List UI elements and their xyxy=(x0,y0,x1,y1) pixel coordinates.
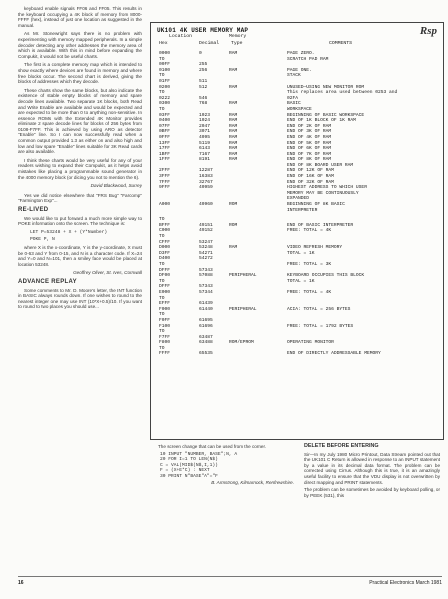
cell-hex: 13FF xyxy=(159,140,171,146)
cell-hex: TO xyxy=(159,329,165,335)
cell-decimal: 546 xyxy=(199,95,208,101)
cell-hex: 07FF xyxy=(159,123,171,129)
cell-hex: TO xyxy=(159,234,165,239)
cell-hex: A000 xyxy=(159,202,171,208)
cell-decimal: 255 xyxy=(199,62,208,68)
cell-comment: END OF 4K OF RAM xyxy=(287,134,332,140)
cell-decimal: 61440 xyxy=(199,306,213,312)
cell-type: RAM xyxy=(229,151,238,157)
footer-rule xyxy=(18,576,442,577)
cell-hex: F100 xyxy=(159,323,171,329)
cell-hex: DFFF xyxy=(159,267,171,273)
cell-hex: 2FFF xyxy=(159,168,171,174)
cell-decimal: 1023 xyxy=(199,112,211,118)
cell-decimal: 4095 xyxy=(199,134,211,140)
cell-type: RAM xyxy=(229,67,238,73)
cell-decimal: 57343 xyxy=(199,284,213,290)
cell-hex: F800 xyxy=(159,340,171,346)
cell-type: RAM xyxy=(229,245,238,251)
cell-comment: END OF 2K OF RAM xyxy=(287,123,332,129)
cell-comment: KEYBOARD OCCUPIES THIS BLOCK xyxy=(287,273,365,279)
cell-hex: FFFF xyxy=(159,351,171,357)
cell-type: ROM xyxy=(229,202,238,208)
cell-type: PERIPHERAL xyxy=(229,306,257,312)
header-hex: Hex xyxy=(159,41,168,46)
cell-decimal: 0 xyxy=(199,51,202,56)
memory-map-table xyxy=(150,22,444,440)
code-line: 30 PRINT N"BASE"A"="F xyxy=(160,473,218,479)
cell-comment: INTERPRETER xyxy=(287,207,318,213)
cell-comment: END OF 32K OF RAM xyxy=(287,179,334,185)
cell-comment: STACK xyxy=(287,73,301,79)
cell-decimal: 511 xyxy=(199,78,208,84)
cell-decimal: 32767 xyxy=(199,179,213,185)
letter-paragraph: Yes we did notice elsewhere that "FRS Bug" "Farcomp" "Farmington Exp"... xyxy=(18,192,142,204)
cell-comment: 02FA xyxy=(287,95,299,101)
cell-type: RAM xyxy=(229,112,238,118)
cell-decimal: 512 xyxy=(199,84,208,90)
cell-comment: TOTAL = 1K xyxy=(287,250,315,256)
lower-right-letter xyxy=(304,444,440,500)
cell-comment: EXPANDED xyxy=(287,196,310,202)
cell-hex: TO xyxy=(159,56,165,62)
cell-hex: TO xyxy=(159,90,165,96)
code-line: LET P=53248 + X + (Y*Number) xyxy=(30,229,108,235)
magazine-credit: Practical Electronics March 1981 xyxy=(369,580,442,586)
cell-type: RAM xyxy=(229,157,238,163)
cell-decimal: 8191 xyxy=(199,157,211,163)
page-number: 16 xyxy=(18,580,24,586)
cell-type: RAM xyxy=(229,51,238,56)
cell-hex: 0300 xyxy=(159,101,171,107)
cell-hex: TO xyxy=(159,295,165,301)
cell-comment: PAGE ZERO. xyxy=(287,51,315,56)
cell-decimal: 16383 xyxy=(199,174,213,180)
cell-type: RAM xyxy=(229,123,238,129)
cell-hex: EFFF xyxy=(159,301,171,307)
cell-hex: 03FF xyxy=(159,112,171,118)
cell-hex: TO xyxy=(159,312,165,318)
cell-comment: END OF DIRECTLY ADDRESSABLE MEMORY xyxy=(287,351,381,357)
table-title: UK101 4K USER MEMORY MAP xyxy=(157,27,249,34)
cell-comment: SCRATCH PAD RAM xyxy=(287,56,329,62)
header-decimal: Decimal xyxy=(199,41,220,46)
cell-type: RAM xyxy=(229,129,238,135)
cell-type: PERIPHERAL xyxy=(229,273,257,279)
letter-paragraph: where X is the x-coordinate, Y is the y-coordinate, X must be 0-63 and Y from 0-15, and N is a character code. If X=24 and Y=0 and N=101, then a smiley face would be placed at location 53248. xyxy=(18,244,142,267)
cell-decimal: 1024 xyxy=(199,118,211,124)
letter-paragraph: keyboard enable signals FF06 and FF05. This results in the keyboard occupying a 4K block of memory from 8000-FFFF (hex), instead of just one location as suggested in the manual. xyxy=(18,6,142,28)
cell-hex: 0222 xyxy=(159,95,171,101)
cell-comment: UNUSED—USING NEW MONITOR ROM xyxy=(287,84,365,90)
cell-decimal: 53247 xyxy=(199,239,213,245)
cell-decimal: 54272 xyxy=(199,256,213,262)
cell-decimal: 6143 xyxy=(199,146,211,152)
cell-decimal: 12287 xyxy=(199,168,213,174)
cell-decimal: 57344 xyxy=(199,289,213,295)
cell-hex: 0200 xyxy=(159,84,171,90)
letter-signature: Geoffrey Oliver, St. Ives, Cornwall xyxy=(73,270,142,276)
cell-decimal: 57343 xyxy=(199,267,213,273)
cell-comment: ACIA: TOTAL = 256 BYTES xyxy=(287,306,351,312)
cell-hex: 1FFF xyxy=(159,157,171,163)
cell-comment: END OF 12K OF RAM xyxy=(287,168,334,174)
cell-hex: 00FF xyxy=(159,62,171,68)
page-footer xyxy=(18,580,442,590)
cell-comment: END OF 5K OF RAM xyxy=(287,140,332,146)
cell-decimal: 65535 xyxy=(199,351,213,357)
cell-hex: 3FFF xyxy=(159,174,171,180)
letter-paragraph: Sir—In my July 1980 Micro Printout, Data Stream pointed out that the UK101 C Return is allowed in response to an INPUT statement by a value in its decimal data format. The problem can be corrected using Cirrus. Although this is true, it is an amazingly useful facility to ensure that the VDU display is not overwritten by direct mapping and PRINT statements. xyxy=(304,451,440,485)
cell-comment: FREE: TOTAL = 4K xyxy=(287,228,332,234)
cell-hex: 9FFF xyxy=(159,185,171,191)
cell-decimal: 40959 xyxy=(199,185,213,191)
cell-decimal: 40960 xyxy=(199,202,213,208)
cell-hex: 1BFF xyxy=(159,151,171,157)
cell-hex: 17FF xyxy=(159,146,171,152)
cell-decimal: 63488 xyxy=(199,340,213,346)
cell-comment: MEMORY MAY BE CONTINUOUSLY xyxy=(287,190,359,196)
header-memory: Memory xyxy=(229,34,247,39)
cell-comment: END OF 7K OF RAM xyxy=(287,151,332,157)
letter-paragraph: The first is a complete memory map which is intended to show exactly where devices are found in memory and where free blocks occur. The second chart is derived, giving the blocks of addresses which they decode. xyxy=(18,62,142,85)
code-line: POKE P, N xyxy=(30,237,55,243)
cell-hex: F000 xyxy=(159,306,171,312)
cell-hex: TO xyxy=(159,217,165,223)
cell-hex: F0FF xyxy=(159,317,171,323)
code-line: 20 FOR I=1 TO LEN(N$) xyxy=(160,457,218,463)
cell-hex: 0000 xyxy=(159,51,171,56)
cell-decimal: 61696 xyxy=(199,323,213,329)
header-location: Location xyxy=(169,34,193,39)
section-heading-relived: RE-LIVED xyxy=(18,207,49,213)
lower-letters xyxy=(158,444,442,574)
cell-comment: FREE: TOTAL = 4K xyxy=(287,289,332,295)
letter-paragraph: The screen change that can be used from the corner. xyxy=(158,444,267,449)
cell-hex: TO xyxy=(159,345,165,351)
letter-paragraph: These charts show the same blocks, but also indicate the existence of stable empty blocks of memory and spare decode lines available. Two separate 1K blocks, both Read and Write Enable are available and would be expected and are expected to be more than 0 to anything non-sensitive. In essence ROMs with the Extended 4K Monitor provides eliminate 2 spare decode lines for blocks of 256 bytes from 0108-F7FF. This is achieved by using ARO as detector "Enable" line. So I can now successfully read when a common output provided 1.3 as either on and also high and low and low spare "Enable" lines suitable for 3K Read cards are also available. xyxy=(18,87,142,155)
cell-hex: DFFF xyxy=(159,284,171,290)
cell-comment: OPERATING MONITOR xyxy=(287,340,334,346)
table-body xyxy=(155,51,439,357)
cell-decimal: 7167 xyxy=(199,151,211,157)
cell-comment: BASIC xyxy=(287,101,301,107)
cell-hex: 0400 xyxy=(159,118,171,124)
cell-type: RAM xyxy=(229,84,238,90)
cell-hex: 0BFF xyxy=(159,129,171,135)
cell-decimal: 61439 xyxy=(199,301,213,307)
header-comments: COMMENTS xyxy=(329,41,353,46)
cell-hex: DF00 xyxy=(159,273,171,279)
cell-decimal: 2047 xyxy=(199,123,211,129)
cell-hex: TO xyxy=(159,261,165,267)
cell-hex: D000 xyxy=(159,245,171,251)
letter-paragraph: The problem can be sometimes be avoided by keyboard polling, or by PEEK (531), this xyxy=(304,487,440,498)
cell-type: RAM xyxy=(229,146,238,152)
cell-hex: 0100 xyxy=(159,67,171,73)
section-heading-advance: ADVANCE REPLAY xyxy=(18,278,77,285)
cell-hex: TO xyxy=(159,73,165,79)
table-row xyxy=(155,351,439,357)
letter-paragraph: As Mr. Stonewright says there is no problem with experimenting with memory mapped peripherals. In a simple decoder detecting any other addresses the memory area of which is available. With this in mind before expanding the Compukit, it would not be useful charts. xyxy=(18,31,142,59)
cell-comment: HIGHEST ADDRESS TO WHICH USER xyxy=(287,185,367,191)
cell-hex: 7FFF xyxy=(159,179,171,185)
cell-hex: C000 xyxy=(159,228,171,234)
brand-logo: Rsp xyxy=(419,25,437,37)
section-heading-delete: DELETE BEFORE ENTERING xyxy=(304,443,379,449)
cell-comment: WORKSPACE xyxy=(287,106,312,112)
code-line: 10 INPUT "NUMBER, BASE";N, A xyxy=(160,451,238,457)
cell-decimal: 49151 xyxy=(199,222,213,228)
cell-comment: END OF 3K OF RAM xyxy=(287,129,332,135)
cell-decimal: 61695 xyxy=(199,317,213,323)
cell-decimal: 49152 xyxy=(199,228,213,234)
cell-type: RAM xyxy=(229,118,238,124)
cell-decimal: 5119 xyxy=(199,140,211,146)
cell-decimal: 54271 xyxy=(199,250,213,256)
cell-hex: 01FF xyxy=(159,78,171,84)
letters-column xyxy=(18,6,142,566)
cell-comment: END OF 16K OF RAM xyxy=(287,174,334,180)
letter-paragraph: I think these charts would be very useful for any of your readers wishing to expand their Compukit, as it helps avoid mistakes like placing a programmable sound generator in the 4000 memory block (or dicing you not to mention the 6). xyxy=(18,157,142,180)
cell-decimal: 63487 xyxy=(199,334,213,340)
code-line: C = VAL(MID$(N$,I,1)) xyxy=(160,462,218,468)
cell-type: RAM xyxy=(229,140,238,146)
cell-type: RAM xyxy=(229,134,238,140)
cell-comment: BEGINNING OF BASIC WORKSPACE xyxy=(287,112,365,118)
cell-comment: END OF 8K OF RAM xyxy=(287,157,332,163)
cell-decimal: 53248 xyxy=(199,245,213,251)
cell-hex: D400 xyxy=(159,256,171,262)
cell-hex: 0FFF xyxy=(159,134,171,140)
cell-comment: FREE: TOTAL = 3K xyxy=(287,261,332,267)
cell-hex: TO xyxy=(159,278,165,284)
cell-type: ROM/EPROM xyxy=(229,340,254,346)
cell-comment: PAGE ONE. xyxy=(287,67,312,73)
cell-comment: BEGINNING OF 8K BASIC xyxy=(287,202,345,208)
cell-hex: F7FF xyxy=(159,334,171,340)
cell-comment: VIDEO REFRESH MEMORY xyxy=(287,245,343,251)
cell-decimal: 768 xyxy=(199,101,208,107)
cell-decimal: 256 xyxy=(199,67,208,73)
cell-hex: D3FF xyxy=(159,250,171,256)
cell-type: RAM xyxy=(229,101,238,107)
cell-hex: CFFF xyxy=(159,239,171,245)
cell-comment: FREE: TOTAL = 1792 BYTES xyxy=(287,323,354,329)
cell-comment: END OF 6K OF RAM xyxy=(287,146,332,152)
cell-comment: This replaces area used between 0253 and xyxy=(287,90,398,96)
cell-comment: END OF 8K BOARD USER RAM xyxy=(287,162,354,168)
cell-decimal: 57088 xyxy=(199,273,213,279)
letter-signature: David Blackwood, Surrey xyxy=(90,183,142,189)
letter-paragraph: Some comments to Mr. D. Moore's letter, the INT function in BASIC always rounds down. If one wishes to round to the nearest integer one may use INT (10*X+0.5)/10. If you want to round to two places you should use... xyxy=(18,287,142,310)
cell-comment: TOTAL = 1K xyxy=(287,278,315,284)
cell-hex: E000 xyxy=(159,289,171,295)
cell-type: ROM xyxy=(229,222,238,228)
cell-comment: END OF BASIC INTERPRETER xyxy=(287,222,354,228)
cell-comment: END OF 1K BLOCK OF 1K RAM xyxy=(287,118,356,124)
lower-left-letter xyxy=(158,444,294,487)
cell-hex: BFFF xyxy=(159,222,171,228)
cell-decimal: 3071 xyxy=(199,129,211,135)
letter-paragraph: We would like to put forward a much more simple way to POKE information onto the screen. The technique is: xyxy=(18,215,142,227)
header-type: Type xyxy=(231,41,243,46)
cell-hex: TO xyxy=(159,106,165,112)
code-line: F = (X+E*C) : NEXT xyxy=(160,468,210,474)
letter-signature: B. Armstrong, Kilmarnock, Renfrewshire. xyxy=(211,479,294,485)
